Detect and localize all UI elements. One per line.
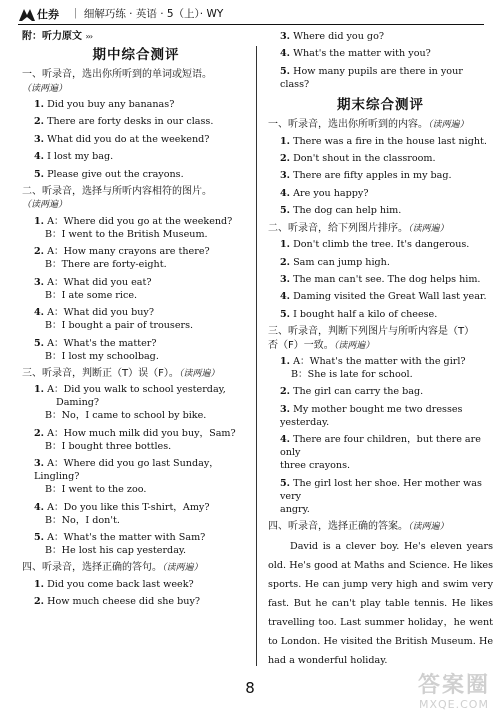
item-number: 4. xyxy=(34,307,45,319)
section-heading xyxy=(268,325,493,353)
item-text: What did you do at the weekend? xyxy=(47,133,210,145)
section-heading-text: 一、听录音，选出你所听到的单词或短语。 xyxy=(22,69,212,80)
section-note: （读两遍） xyxy=(408,223,449,234)
item-number: 2. xyxy=(34,596,45,608)
speaker-a-line: A：What's the matter with Sam? xyxy=(47,531,206,543)
section-heading xyxy=(22,561,250,576)
item-number: 2. xyxy=(34,116,45,128)
item-text: The man can't see. The dog helps him. xyxy=(293,273,481,285)
item-number: 4. xyxy=(34,501,45,513)
item-text: There was a fire in the house last night. xyxy=(293,135,487,147)
item-text: I lost my bag. xyxy=(47,151,114,163)
item-number: 2. xyxy=(34,246,45,258)
speaker-b-line: B：I bought three bottles. xyxy=(45,440,172,452)
speaker-b-line: B：There are forty-eight. xyxy=(45,259,167,271)
item-line: three crayons. xyxy=(280,460,351,472)
list-item xyxy=(268,152,493,165)
item-number: 1. xyxy=(34,578,45,590)
item-text: The dog can help him. xyxy=(293,205,402,217)
speaker-a-line: A：Where did you go at the weekend? xyxy=(47,215,233,227)
list-item xyxy=(22,133,250,146)
speaker-a-line: A：Do you like this T-shirt，Amy? xyxy=(47,501,210,513)
speaker-b-line: B：He lost his cap yesterday. xyxy=(45,544,187,556)
section-heading-text: 二、听录音，选择与所听内容相符的图片。 xyxy=(22,185,212,197)
section-heading-text: 三、听录音，判断正（T）误（F）。 xyxy=(22,367,179,379)
section-heading xyxy=(22,185,250,213)
section-heading xyxy=(268,222,493,237)
item-number: 1. xyxy=(34,99,45,110)
speaker-b-line: B：No，I came to school by bike. xyxy=(45,410,207,422)
item-number: 5. xyxy=(34,337,45,349)
item-text: There are forty desks in our class. xyxy=(47,116,214,128)
section-note: （读两遍） xyxy=(162,563,203,574)
item-number: 5. xyxy=(34,531,45,543)
section-heading xyxy=(22,367,250,382)
item-text: Don't shout in the classroom. xyxy=(293,153,436,165)
item-line: angry. xyxy=(280,503,310,515)
final-sections xyxy=(268,118,493,669)
speaker-a-line: A：Where did you go last Sunday，Lingling? xyxy=(34,458,219,483)
section-heading-text: 二、听录音，给下列图片排序。 xyxy=(268,222,408,234)
item-number: 1. xyxy=(34,215,45,227)
section-note: （读两遍） xyxy=(22,200,68,211)
list-item xyxy=(268,238,493,251)
item-number: 5. xyxy=(280,65,291,77)
page-header xyxy=(18,6,488,24)
watermark-logo: 答案圈 xyxy=(417,673,490,698)
item-text: How many pupils are there in your class? xyxy=(280,65,463,90)
item-text: How much cheese did she buy? xyxy=(47,596,201,608)
item-number: 4. xyxy=(280,187,291,199)
item-number: 1. xyxy=(280,135,291,147)
list-item xyxy=(22,115,250,128)
list-item xyxy=(22,98,250,111)
list-item xyxy=(22,245,250,271)
watermark-url: MXQE.COM xyxy=(419,698,489,711)
list-item xyxy=(268,135,493,148)
list-item xyxy=(268,65,493,91)
item-text: I bought half a kilo of cheese. xyxy=(293,308,438,320)
midterm-title: 期中综合测评 xyxy=(92,47,180,63)
item-number: 4. xyxy=(280,434,291,446)
list-item xyxy=(22,337,250,363)
list-item xyxy=(268,385,493,398)
speaker-b-line: B：No，I don't. xyxy=(45,514,120,526)
item-number: 4. xyxy=(34,151,45,163)
section-heading xyxy=(22,68,250,96)
list-item xyxy=(268,477,493,516)
section-heading xyxy=(268,118,493,133)
list-item xyxy=(22,215,250,241)
page-number: 8 xyxy=(245,679,255,697)
item-number: 1. xyxy=(280,239,291,251)
book-logo-icon xyxy=(18,6,36,24)
section-note: （读两遍） xyxy=(22,83,68,94)
list-item xyxy=(268,433,493,472)
section-heading-text: 四、听录音，选择正确的答句。 xyxy=(22,562,162,574)
final-title: 期末综合测评 xyxy=(337,97,424,114)
item-line: yesterday. xyxy=(280,416,330,428)
item-text: Did you come back last week? xyxy=(47,578,194,590)
list-item xyxy=(268,169,493,182)
speaker-a-line: A：Did you walk to school yesterday, xyxy=(47,384,226,396)
item-number: 2. xyxy=(280,256,291,268)
speaker-b-line: B：I ate some rice. xyxy=(45,289,138,301)
arrows-icon: ››› xyxy=(85,32,93,41)
list-item xyxy=(22,383,250,422)
item-number: 1. xyxy=(34,384,45,396)
item-number: 1. xyxy=(280,356,291,368)
list-item xyxy=(268,187,493,200)
section-heading-text-2: 否（F）一致。 xyxy=(268,339,334,351)
item-text: Please give out the crayons. xyxy=(47,168,184,180)
speaker-b-line: B：I lost my schoolbag. xyxy=(45,350,159,362)
item-number: 5. xyxy=(280,205,291,217)
list-item xyxy=(268,30,493,43)
item-number: 5. xyxy=(280,477,291,489)
item-number: 3. xyxy=(34,133,45,145)
item-number: 2. xyxy=(280,386,291,398)
column-divider xyxy=(256,46,257,666)
section-heading xyxy=(268,520,493,535)
list-item xyxy=(268,273,493,286)
speaker-b-line: B：She is late for school. xyxy=(291,369,413,381)
item-text: Did you buy any bananas? xyxy=(47,99,175,110)
list-item xyxy=(22,501,250,527)
item-text: Where did you go? xyxy=(293,31,384,42)
item-number: 3. xyxy=(34,458,45,470)
item-line: There are four children，but there are only xyxy=(280,434,481,459)
list-item xyxy=(268,308,493,321)
left-column xyxy=(22,30,250,613)
item-line: My mother bought me two dresses xyxy=(293,403,463,415)
item-number: 3. xyxy=(34,276,45,288)
speaker-a-line: A：How much milk did you buy，Sam? xyxy=(47,427,236,439)
section-note: （读两遍） xyxy=(333,340,375,351)
section-note: （读两遍） xyxy=(408,522,449,533)
item-number: 5. xyxy=(280,308,291,320)
item-line: The girl lost her shoe. Her mother was very xyxy=(280,477,482,502)
appendix-label: 附：听力原文 ››› xyxy=(22,31,93,42)
right-column xyxy=(268,30,493,670)
speaker-a-continued: Daming? xyxy=(56,397,100,409)
speaker-b-line: B：I went to the zoo. xyxy=(45,484,147,496)
list-item xyxy=(22,457,250,496)
passage-paragraph: David is a clever boy. He's eleven years old. He's good at Maths and Science. He likes sports. He can jump very high and swim very fast. But he can't play table tennis. He likes travelling too. Last summer holiday，he went to London. He visited the British Museum. He had a wonderful holiday. xyxy=(268,540,493,666)
item-number: 5. xyxy=(34,168,45,180)
speaker-a-line: A：What's the matter? xyxy=(47,337,157,349)
watermark xyxy=(418,674,490,711)
item-text: The girl can carry the bag. xyxy=(293,386,424,398)
list-item xyxy=(22,578,250,591)
section-note: （读两遍） xyxy=(428,120,469,131)
brand-name: 仕券 xyxy=(37,8,59,21)
speaker-a-line: A：What did you buy? xyxy=(47,307,154,319)
item-number: 4. xyxy=(280,48,291,60)
item-number: 2. xyxy=(280,153,291,165)
list-item xyxy=(268,204,493,217)
list-item xyxy=(22,150,250,163)
list-item xyxy=(268,290,493,303)
list-item xyxy=(22,306,250,332)
item-number: 4. xyxy=(280,291,291,303)
list-item xyxy=(22,427,250,453)
item-text: What's the matter with you? xyxy=(293,48,431,60)
item-number: 3. xyxy=(280,273,291,285)
midterm-sections xyxy=(22,68,250,608)
list-item xyxy=(22,168,250,181)
item-text: Are you happy? xyxy=(293,187,369,199)
section-note: （读两遍） xyxy=(178,368,220,379)
speaker-b-line: B：I bought a pair of trousers. xyxy=(45,320,194,332)
list-item xyxy=(268,47,493,60)
list-item xyxy=(268,403,493,429)
section-heading-text: 一、听录音，选出你所听到的内容。 xyxy=(268,119,428,131)
midterm-continued xyxy=(268,30,493,91)
speaker-b-line: B：I went to the British Museum. xyxy=(45,228,208,240)
header-rule xyxy=(18,24,484,25)
list-item xyxy=(268,256,493,269)
item-text: Don't climb the tree. It's dangerous. xyxy=(293,239,470,251)
list-item xyxy=(268,355,493,381)
item-number: 3. xyxy=(280,170,291,182)
item-text: Sam can jump high. xyxy=(293,256,390,268)
series-title: ｜ 细解巧练 · 英语 · 5（上）· WY xyxy=(70,8,224,20)
item-number: 3. xyxy=(280,403,291,415)
item-number: 3. xyxy=(280,31,291,42)
item-number: 2. xyxy=(34,427,45,439)
section-heading-text: 四、听录音，选择正确的答案。 xyxy=(268,521,408,533)
speaker-a-line: A：What's the matter with the girl? xyxy=(293,356,466,368)
section-heading-text: 三、听录音，判断下列图片与所听内容是（T） xyxy=(268,326,475,338)
item-text: There are fifty apples in my bag. xyxy=(293,170,452,182)
list-item xyxy=(22,276,250,302)
list-item xyxy=(22,595,250,608)
speaker-a-line: A：How many crayons are there? xyxy=(47,246,210,258)
item-text: Daming visited the Great Wall last year. xyxy=(293,291,487,303)
list-item xyxy=(22,531,250,557)
speaker-a-line: A：What did you eat? xyxy=(47,276,152,288)
